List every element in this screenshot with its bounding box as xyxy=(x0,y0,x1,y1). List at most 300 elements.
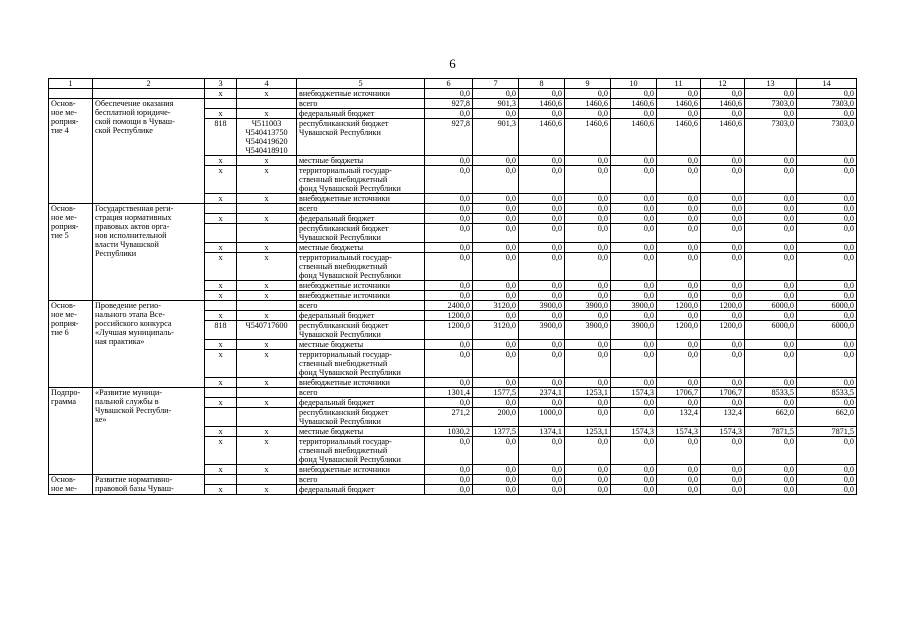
column-header: 2 xyxy=(93,79,205,89)
amount-cell: 0,0 xyxy=(657,291,701,301)
amount-cell: 0,0 xyxy=(611,340,657,350)
amount-cell: 0,0 xyxy=(745,398,797,408)
amount-cell: 1460,6 xyxy=(657,99,701,109)
amount-cell: 0,0 xyxy=(797,398,857,408)
amount-cell: 1460,6 xyxy=(565,99,611,109)
measure-name-cell: «Развитие муници- пальной службы в Чувашской Республи- ке» xyxy=(93,388,205,475)
amount-cell: 0,0 xyxy=(611,204,657,214)
amount-cell: 0,0 xyxy=(657,204,701,214)
amount-cell: 0,0 xyxy=(565,243,611,253)
amount-cell: 7871,5 xyxy=(797,427,857,437)
amount-cell: 927,8 xyxy=(425,119,473,156)
amount-cell: 1200,0 xyxy=(701,321,745,340)
amount-cell: 0,0 xyxy=(611,243,657,253)
amount-cell: 0,0 xyxy=(519,224,565,243)
amount-cell: 0,0 xyxy=(565,89,611,99)
target-article-cell: x xyxy=(237,398,297,408)
amount-cell: 0,0 xyxy=(425,89,473,99)
amount-cell: 0,0 xyxy=(425,437,473,465)
amount-cell: 0,0 xyxy=(565,350,611,378)
amount-cell: 0,0 xyxy=(473,475,519,485)
grbs-cell: x xyxy=(205,485,237,495)
grbs-cell: x xyxy=(205,427,237,437)
amount-cell: 0,0 xyxy=(745,253,797,281)
amount-cell: 927,8 xyxy=(425,99,473,109)
amount-cell: 0,0 xyxy=(745,340,797,350)
grbs-cell xyxy=(205,475,237,485)
target-article-cell: x xyxy=(237,243,297,253)
amount-cell: 0,0 xyxy=(745,465,797,475)
amount-cell: 0,0 xyxy=(657,89,701,99)
target-article-cell: x xyxy=(237,427,297,437)
amount-cell: 0,0 xyxy=(797,89,857,99)
amount-cell: 0,0 xyxy=(565,204,611,214)
amount-cell: 0,0 xyxy=(701,398,745,408)
amount-cell: 0,0 xyxy=(425,465,473,475)
amount-cell: 0,0 xyxy=(519,485,565,495)
amount-cell: 0,0 xyxy=(701,378,745,388)
amount-cell: 0,0 xyxy=(797,109,857,119)
measure-label-cell xyxy=(49,89,93,99)
column-header: 8 xyxy=(519,79,565,89)
amount-cell: 3900,0 xyxy=(611,301,657,311)
amount-cell: 6000,0 xyxy=(797,321,857,340)
amount-cell: 0,0 xyxy=(473,253,519,281)
target-article-cell: Ч540717600 xyxy=(237,321,297,340)
funding-source-cell: республиканский бюджет Чувашской Республики xyxy=(297,224,425,243)
amount-cell: 0,0 xyxy=(565,437,611,465)
amount-cell: 0,0 xyxy=(701,156,745,166)
amount-cell: 0,0 xyxy=(745,156,797,166)
amount-cell: 0,0 xyxy=(565,253,611,281)
amount-cell: 1253,1 xyxy=(565,388,611,398)
amount-cell: 0,0 xyxy=(745,214,797,224)
funding-source-cell: всего xyxy=(297,204,425,214)
amount-cell: 0,0 xyxy=(701,465,745,475)
amount-cell: 1030,2 xyxy=(425,427,473,437)
grbs-cell: x xyxy=(205,398,237,408)
funding-source-cell: всего xyxy=(297,388,425,398)
amount-cell: 1574,3 xyxy=(611,388,657,398)
measure-name-cell: Обеспечение оказания бесплатной юридиче- ской помощи в Чуваш- ской Республике xyxy=(93,99,205,204)
funding-source-cell: внебюджетные источники xyxy=(297,465,425,475)
amount-cell: 0,0 xyxy=(565,291,611,301)
amount-cell: 0,0 xyxy=(745,485,797,495)
amount-cell: 0,0 xyxy=(745,281,797,291)
amount-cell: 0,0 xyxy=(657,109,701,119)
amount-cell: 7303,0 xyxy=(745,99,797,109)
amount-cell: 0,0 xyxy=(425,109,473,119)
amount-cell: 0,0 xyxy=(565,378,611,388)
amount-cell: 132,4 xyxy=(701,408,745,427)
funding-source-cell: внебюджетные источники xyxy=(297,89,425,99)
amount-cell: 0,0 xyxy=(701,281,745,291)
amount-cell: 1460,6 xyxy=(701,99,745,109)
amount-cell: 0,0 xyxy=(797,204,857,214)
column-header: 14 xyxy=(797,79,857,89)
amount-cell: 0,0 xyxy=(473,281,519,291)
amount-cell: 2400,0 xyxy=(425,301,473,311)
amount-cell: 0,0 xyxy=(519,350,565,378)
target-article-cell: x xyxy=(237,214,297,224)
amount-cell: 0,0 xyxy=(425,485,473,495)
target-article-cell: x xyxy=(237,378,297,388)
amount-cell: 0,0 xyxy=(611,224,657,243)
amount-cell: 0,0 xyxy=(701,224,745,243)
target-article-cell: x xyxy=(237,340,297,350)
target-article-cell: x xyxy=(237,89,297,99)
target-article-cell xyxy=(237,408,297,427)
amount-cell: 1706,7 xyxy=(657,388,701,398)
amount-cell: 0,0 xyxy=(519,378,565,388)
amount-cell: 0,0 xyxy=(657,475,701,485)
grbs-cell xyxy=(205,388,237,398)
grbs-cell: 818 xyxy=(205,119,237,156)
amount-cell: 0,0 xyxy=(565,281,611,291)
target-article-cell: x xyxy=(237,166,297,194)
funding-source-cell: всего xyxy=(297,475,425,485)
funding-source-cell: местные бюджеты xyxy=(297,427,425,437)
measure-label-cell: Подпро- грамма xyxy=(49,388,93,475)
amount-cell: 0,0 xyxy=(797,311,857,321)
amount-cell: 271,2 xyxy=(425,408,473,427)
column-header: 11 xyxy=(657,79,701,89)
amount-cell: 0,0 xyxy=(745,311,797,321)
funding-source-cell: федеральный бюджет xyxy=(297,398,425,408)
amount-cell: 0,0 xyxy=(701,485,745,495)
amount-cell: 662,0 xyxy=(797,408,857,427)
grbs-cell: x xyxy=(205,109,237,119)
grbs-cell: x xyxy=(205,243,237,253)
funding-source-cell: территориальный государ- ственный внебюджетный фонд Чувашской Республики xyxy=(297,350,425,378)
target-article-cell xyxy=(237,204,297,214)
target-article-cell: x xyxy=(237,437,297,465)
table-row xyxy=(49,301,857,311)
column-header: 5 xyxy=(297,79,425,89)
amount-cell: 200,0 xyxy=(473,408,519,427)
amount-cell: 1460,6 xyxy=(519,99,565,109)
target-article-cell xyxy=(237,224,297,243)
funding-source-cell: местные бюджеты xyxy=(297,156,425,166)
column-header: 6 xyxy=(425,79,473,89)
amount-cell: 0,0 xyxy=(797,281,857,291)
amount-cell: 0,0 xyxy=(519,311,565,321)
amount-cell: 0,0 xyxy=(797,437,857,465)
amount-cell: 0,0 xyxy=(745,224,797,243)
budget-table xyxy=(48,78,857,495)
amount-cell: 0,0 xyxy=(745,350,797,378)
amount-cell: 0,0 xyxy=(519,465,565,475)
measure-label-cell: Основ- ное ме- xyxy=(49,475,93,495)
amount-cell: 0,0 xyxy=(745,194,797,204)
amount-cell: 0,0 xyxy=(701,253,745,281)
amount-cell: 0,0 xyxy=(611,166,657,194)
amount-cell: 0,0 xyxy=(611,378,657,388)
amount-cell: 0,0 xyxy=(701,291,745,301)
amount-cell: 1253,1 xyxy=(565,427,611,437)
amount-cell: 0,0 xyxy=(797,378,857,388)
amount-cell: 0,0 xyxy=(611,408,657,427)
amount-cell: 8533,5 xyxy=(745,388,797,398)
amount-cell: 0,0 xyxy=(519,281,565,291)
amount-cell: 0,0 xyxy=(473,214,519,224)
amount-cell: 0,0 xyxy=(611,156,657,166)
amount-cell: 0,0 xyxy=(657,243,701,253)
amount-cell: 0,0 xyxy=(519,89,565,99)
amount-cell: 0,0 xyxy=(565,214,611,224)
target-article-cell xyxy=(237,388,297,398)
amount-cell: 0,0 xyxy=(611,281,657,291)
amount-cell: 3120,0 xyxy=(473,321,519,340)
column-header: 1 xyxy=(49,79,93,89)
funding-source-cell: территориальный государ- ственный внебюджетный фонд Чувашской Республики xyxy=(297,437,425,465)
amount-cell: 0,0 xyxy=(565,340,611,350)
amount-cell: 1374,1 xyxy=(519,427,565,437)
funding-source-cell: местные бюджеты xyxy=(297,243,425,253)
amount-cell: 0,0 xyxy=(473,89,519,99)
amount-cell: 0,0 xyxy=(565,398,611,408)
amount-cell: 0,0 xyxy=(797,475,857,485)
amount-cell: 0,0 xyxy=(565,485,611,495)
amount-cell: 0,0 xyxy=(519,156,565,166)
amount-cell: 0,0 xyxy=(565,109,611,119)
amount-cell: 0,0 xyxy=(745,291,797,301)
column-header: 12 xyxy=(701,79,745,89)
amount-cell: 0,0 xyxy=(519,398,565,408)
column-header: 3 xyxy=(205,79,237,89)
table-row xyxy=(49,99,857,109)
measure-name-cell xyxy=(93,89,205,99)
funding-source-cell: республиканский бюджет Чувашской Республики xyxy=(297,119,425,156)
amount-cell: 132,4 xyxy=(657,408,701,427)
amount-cell: 0,0 xyxy=(425,340,473,350)
grbs-cell: x xyxy=(205,311,237,321)
amount-cell: 0,0 xyxy=(701,214,745,224)
target-article-cell: Ч511003 Ч540413750 Ч540419620 Ч540418910 xyxy=(237,119,297,156)
amount-cell: 8533,5 xyxy=(797,388,857,398)
amount-cell: 1574,3 xyxy=(611,427,657,437)
amount-cell: 0,0 xyxy=(797,166,857,194)
amount-cell: 0,0 xyxy=(425,243,473,253)
amount-cell: 0,0 xyxy=(473,485,519,495)
amount-cell: 0,0 xyxy=(425,378,473,388)
amount-cell: 3120,0 xyxy=(473,301,519,311)
amount-cell: 0,0 xyxy=(745,89,797,99)
amount-cell: 0,0 xyxy=(519,109,565,119)
amount-cell: 0,0 xyxy=(425,398,473,408)
amount-cell: 901,3 xyxy=(473,99,519,109)
amount-cell: 0,0 xyxy=(797,291,857,301)
grbs-cell: x xyxy=(205,378,237,388)
amount-cell: 0,0 xyxy=(797,485,857,495)
target-article-cell: x xyxy=(237,156,297,166)
amount-cell: 0,0 xyxy=(425,475,473,485)
amount-cell: 3900,0 xyxy=(519,301,565,311)
amount-cell: 0,0 xyxy=(701,166,745,194)
amount-cell: 0,0 xyxy=(657,437,701,465)
amount-cell: 0,0 xyxy=(565,408,611,427)
amount-cell: 0,0 xyxy=(797,194,857,204)
amount-cell: 0,0 xyxy=(611,291,657,301)
amount-cell: 0,0 xyxy=(657,194,701,204)
funding-source-cell: федеральный бюджет xyxy=(297,214,425,224)
grbs-cell xyxy=(205,224,237,243)
funding-source-cell: территориальный государ- ственный внебюджетный фонд Чувашской Республики xyxy=(297,166,425,194)
amount-cell: 0,0 xyxy=(657,224,701,243)
measure-name-cell: Проведение регио- нального этапа Все- российского конкурса «Лучшая муниципаль- ная практика» xyxy=(93,301,205,388)
amount-cell: 0,0 xyxy=(473,398,519,408)
grbs-cell: x xyxy=(205,437,237,465)
amount-cell: 1460,6 xyxy=(701,119,745,156)
amount-cell: 0,0 xyxy=(473,340,519,350)
amount-cell: 0,0 xyxy=(701,311,745,321)
funding-source-cell: местные бюджеты xyxy=(297,340,425,350)
funding-source-cell: внебюджетные источники xyxy=(297,378,425,388)
target-article-cell: x xyxy=(237,281,297,291)
amount-cell: 7303,0 xyxy=(797,99,857,109)
amount-cell: 1301,4 xyxy=(425,388,473,398)
amount-cell: 0,0 xyxy=(473,350,519,378)
amount-cell: 1577,5 xyxy=(473,388,519,398)
grbs-cell: x xyxy=(205,465,237,475)
amount-cell: 1574,3 xyxy=(701,427,745,437)
amount-cell: 0,0 xyxy=(611,398,657,408)
grbs-cell: x xyxy=(205,291,237,301)
amount-cell: 1200,0 xyxy=(657,301,701,311)
target-article-cell: x xyxy=(237,350,297,378)
amount-cell: 0,0 xyxy=(425,166,473,194)
amount-cell: 0,0 xyxy=(519,204,565,214)
target-article-cell: x xyxy=(237,253,297,281)
amount-cell: 0,0 xyxy=(701,89,745,99)
amount-cell: 2374,1 xyxy=(519,388,565,398)
table-row xyxy=(49,475,857,485)
amount-cell: 0,0 xyxy=(473,291,519,301)
amount-cell: 1460,6 xyxy=(611,99,657,109)
amount-cell: 0,0 xyxy=(473,166,519,194)
amount-cell: 0,0 xyxy=(745,109,797,119)
page-number: 6 xyxy=(449,56,456,71)
amount-cell: 0,0 xyxy=(425,194,473,204)
amount-cell: 6000,0 xyxy=(745,321,797,340)
funding-source-cell: внебюджетные источники xyxy=(297,291,425,301)
amount-cell: 0,0 xyxy=(611,485,657,495)
grbs-cell: x xyxy=(205,253,237,281)
amount-cell: 0,0 xyxy=(519,475,565,485)
amount-cell: 1000,0 xyxy=(519,408,565,427)
amount-cell: 0,0 xyxy=(473,194,519,204)
measure-name-cell: Государственная реги- страция нормативных правовых актов орга- нов исполнительной власти Чувашской Республики xyxy=(93,204,205,301)
column-header: 13 xyxy=(745,79,797,89)
amount-cell: 0,0 xyxy=(657,281,701,291)
amount-cell: 0,0 xyxy=(565,156,611,166)
funding-source-cell: республиканский бюджет Чувашской Республики xyxy=(297,321,425,340)
amount-cell: 0,0 xyxy=(473,437,519,465)
amount-cell: 1200,0 xyxy=(657,321,701,340)
table-body xyxy=(49,89,857,495)
amount-cell: 6000,0 xyxy=(745,301,797,311)
amount-cell: 0,0 xyxy=(745,204,797,214)
amount-cell: 0,0 xyxy=(701,350,745,378)
amount-cell: 0,0 xyxy=(519,437,565,465)
amount-cell: 0,0 xyxy=(745,378,797,388)
amount-cell: 0,0 xyxy=(745,437,797,465)
measure-name-cell: Развитие нормативно- правовой базы Чуваш- xyxy=(93,475,205,495)
amount-cell: 0,0 xyxy=(657,485,701,495)
amount-cell: 7303,0 xyxy=(745,119,797,156)
amount-cell: 0,0 xyxy=(657,378,701,388)
amount-cell: 0,0 xyxy=(519,243,565,253)
amount-cell: 0,0 xyxy=(425,350,473,378)
amount-cell: 0,0 xyxy=(611,89,657,99)
amount-cell: 0,0 xyxy=(701,340,745,350)
amount-cell: 0,0 xyxy=(425,156,473,166)
target-article-cell: x xyxy=(237,109,297,119)
amount-cell: 0,0 xyxy=(425,214,473,224)
amount-cell: 0,0 xyxy=(797,340,857,350)
grbs-cell: x xyxy=(205,281,237,291)
amount-cell: 0,0 xyxy=(425,224,473,243)
amount-cell: 0,0 xyxy=(473,311,519,321)
amount-cell: 0,0 xyxy=(519,166,565,194)
amount-cell: 0,0 xyxy=(611,194,657,204)
target-article-cell: x xyxy=(237,194,297,204)
amount-cell: 0,0 xyxy=(701,109,745,119)
amount-cell: 0,0 xyxy=(611,214,657,224)
amount-cell: 0,0 xyxy=(425,204,473,214)
target-article-cell xyxy=(237,99,297,109)
header-row xyxy=(49,79,857,89)
amount-cell: 0,0 xyxy=(797,156,857,166)
measure-label-cell: Основ- ное ме- роприя- тие 6 xyxy=(49,301,93,388)
amount-cell: 0,0 xyxy=(657,398,701,408)
target-article-cell xyxy=(237,301,297,311)
amount-cell: 901,3 xyxy=(473,119,519,156)
amount-cell: 0,0 xyxy=(701,243,745,253)
amount-cell: 0,0 xyxy=(797,224,857,243)
amount-cell: 0,0 xyxy=(425,281,473,291)
grbs-cell: 818 xyxy=(205,321,237,340)
amount-cell: 3900,0 xyxy=(565,321,611,340)
funding-source-cell: федеральный бюджет xyxy=(297,311,425,321)
amount-cell: 0,0 xyxy=(611,437,657,465)
amount-cell: 0,0 xyxy=(745,166,797,194)
grbs-cell: x xyxy=(205,166,237,194)
target-article-cell: x xyxy=(237,485,297,495)
amount-cell: 0,0 xyxy=(701,204,745,214)
column-header: 4 xyxy=(237,79,297,89)
funding-source-cell: федеральный бюджет xyxy=(297,485,425,495)
amount-cell: 0,0 xyxy=(657,166,701,194)
amount-cell: 0,0 xyxy=(657,311,701,321)
amount-cell: 1460,6 xyxy=(519,119,565,156)
grbs-cell: x xyxy=(205,214,237,224)
funding-source-cell: федеральный бюджет xyxy=(297,109,425,119)
grbs-cell xyxy=(205,301,237,311)
amount-cell: 0,0 xyxy=(425,253,473,281)
amount-cell: 0,0 xyxy=(611,253,657,281)
amount-cell: 0,0 xyxy=(611,109,657,119)
measure-label-cell: Основ- ное ме- роприя- тие 4 xyxy=(49,99,93,204)
amount-cell: 0,0 xyxy=(657,253,701,281)
amount-cell: 0,0 xyxy=(473,243,519,253)
table-row xyxy=(49,204,857,214)
amount-cell: 1200,0 xyxy=(425,321,473,340)
funding-source-cell: внебюджетные источники xyxy=(297,194,425,204)
amount-cell: 3900,0 xyxy=(519,321,565,340)
funding-source-cell: всего xyxy=(297,99,425,109)
amount-cell: 1706,7 xyxy=(701,388,745,398)
